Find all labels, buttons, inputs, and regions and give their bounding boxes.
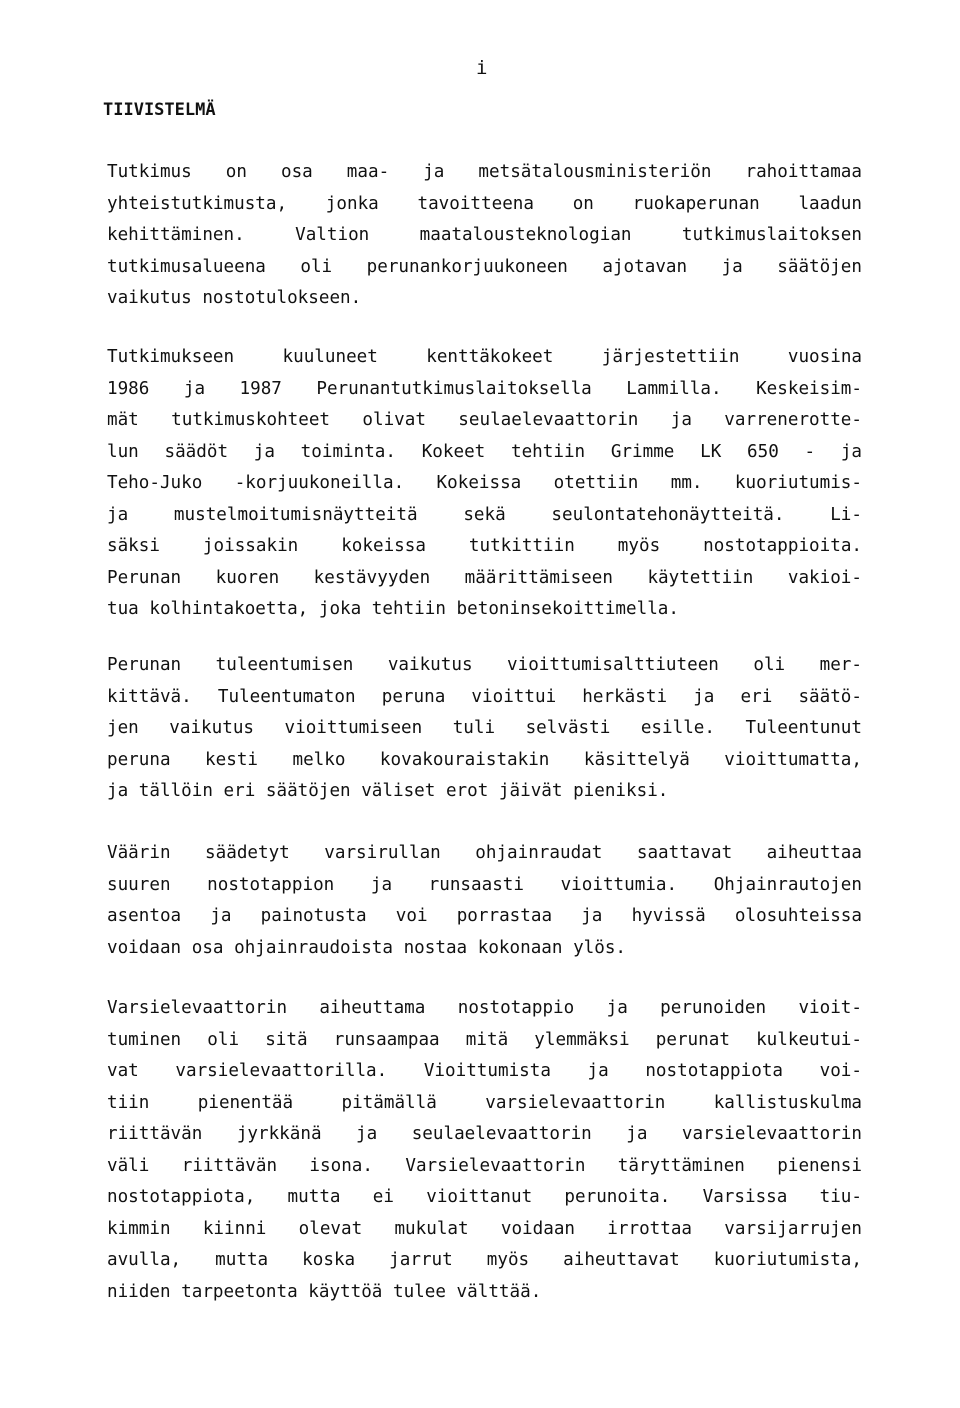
paragraph-2 [107, 342, 862, 626]
text-line: niiden tarpeetonta käyttöä tulee välttää. [107, 1281, 542, 1302]
text-line: Teho-Juko -korjuukoneilla. Kokeissa otettiin mm. kuoriutumis- [107, 473, 862, 493]
paragraph-3 [107, 650, 862, 808]
paragraph-5 [107, 993, 862, 1308]
page-number: i [476, 57, 488, 79]
text-line: tuminen oli sitä runsaampaa mitä ylemmäksi perunat kulkeutui- [107, 1029, 862, 1050]
text-line: vat varsielevaattorilla. Vioittumista ja nostotappiota voi- [107, 1061, 862, 1081]
text-line: tua kolhintakoetta, joka tehtiin betoninsekoittimella. [107, 599, 679, 619]
text-line: väli riittävän isona. Varsielevaattorin täryttäminen pienensi [107, 1155, 862, 1176]
text-line: Tutkimukseen kuuluneet kenttäkokeet järjestettiin vuosina [107, 347, 862, 367]
text-line: ja tällöin eri säätöjen väliset erot jäivät pieniksi. [107, 781, 669, 801]
text-line: avulla, mutta koska jarrut myös aiheuttavat kuoriutumista, [107, 1250, 862, 1270]
text-line: mät tutkimuskohteet olivat seulaelevaattorin ja varrenerotte- [107, 410, 862, 430]
text-line: lun säädöt ja toiminta. Kokeet tehtiin Grimme LK 650 - ja [107, 441, 862, 462]
text-line: kittävä. Tuleentumaton peruna vioittui herkästi ja eri säätö- [107, 686, 862, 707]
text-line: kehittäminen. Valtion maatalousteknologian tutkimuslaitoksen [107, 225, 862, 245]
text-line: Perunan kuoren kestävyyden määrittämiseen käytettiin vakioi- [107, 567, 862, 588]
text-line: peruna kesti melko kovakouraistakin käsittelyä vioittumatta, [107, 749, 862, 770]
text-line: ja mustelmoitumisnäytteitä sekä seulontatehonäytteitä. Li- [107, 504, 862, 525]
text-line: Tutkimus on osa maa- ja metsätalousministeriön rahoittamaa [107, 162, 862, 182]
text-line: kimmin kiinni olevat mukulat voidaan irrottaa varsijarrujen [107, 1218, 862, 1239]
text-line: tutkimusalueena oli perunankorjuukoneen ajotavan ja säätöjen [107, 256, 862, 277]
text-line: Väärin säädetyt varsirullan ohjainraudat saattavat aiheuttaa [107, 843, 862, 863]
text-line: Perunan tuleentumisen vaikutus vioittumisalttiuteen oli mer- [107, 655, 862, 675]
paragraph-4 [107, 838, 862, 964]
text-line: jen vaikutus vioittumiseen tuli selvästi esille. Tuleentunut [107, 718, 862, 738]
text-line: säksi joissakin kokeissa tutkittiin myös nostotappioita. [107, 536, 862, 556]
text-line: 1986 ja 1987 Perunantutkimuslaitoksella Lammilla. Keskeisim- [107, 378, 862, 399]
text-line: yhteistutkimusta, jonka tavoitteena on ruokaperunan laadun [107, 193, 862, 214]
text-line: voidaan osa ohjainraudoista nostaa kokonaan ylös. [107, 937, 627, 958]
paragraph-1 [107, 157, 862, 315]
text-line: asentoa ja painotusta voi porrastaa ja hyvissä olosuhteissa [107, 906, 862, 926]
text-line: vaikutus nostotulokseen. [107, 288, 362, 308]
text-line: riittävän jyrkkänä ja seulaelevaattorin ja varsielevaattorin [107, 1124, 862, 1144]
text-line: suuren nostotappion ja runsaasti vioittumia. Ohjainrautojen [107, 874, 862, 895]
text-line: nostotappiota, mutta ei vioittanut perunoita. Varsissa tiu- [107, 1187, 862, 1207]
section-heading: TIIVISTELMÄ [103, 100, 216, 120]
text-line: tiin pienentää pitämällä varsielevaattorin kallistuskulma [107, 1092, 862, 1113]
text-line: Varsielevaattorin aiheuttama nostotappio ja perunoiden vioit- [107, 998, 862, 1018]
